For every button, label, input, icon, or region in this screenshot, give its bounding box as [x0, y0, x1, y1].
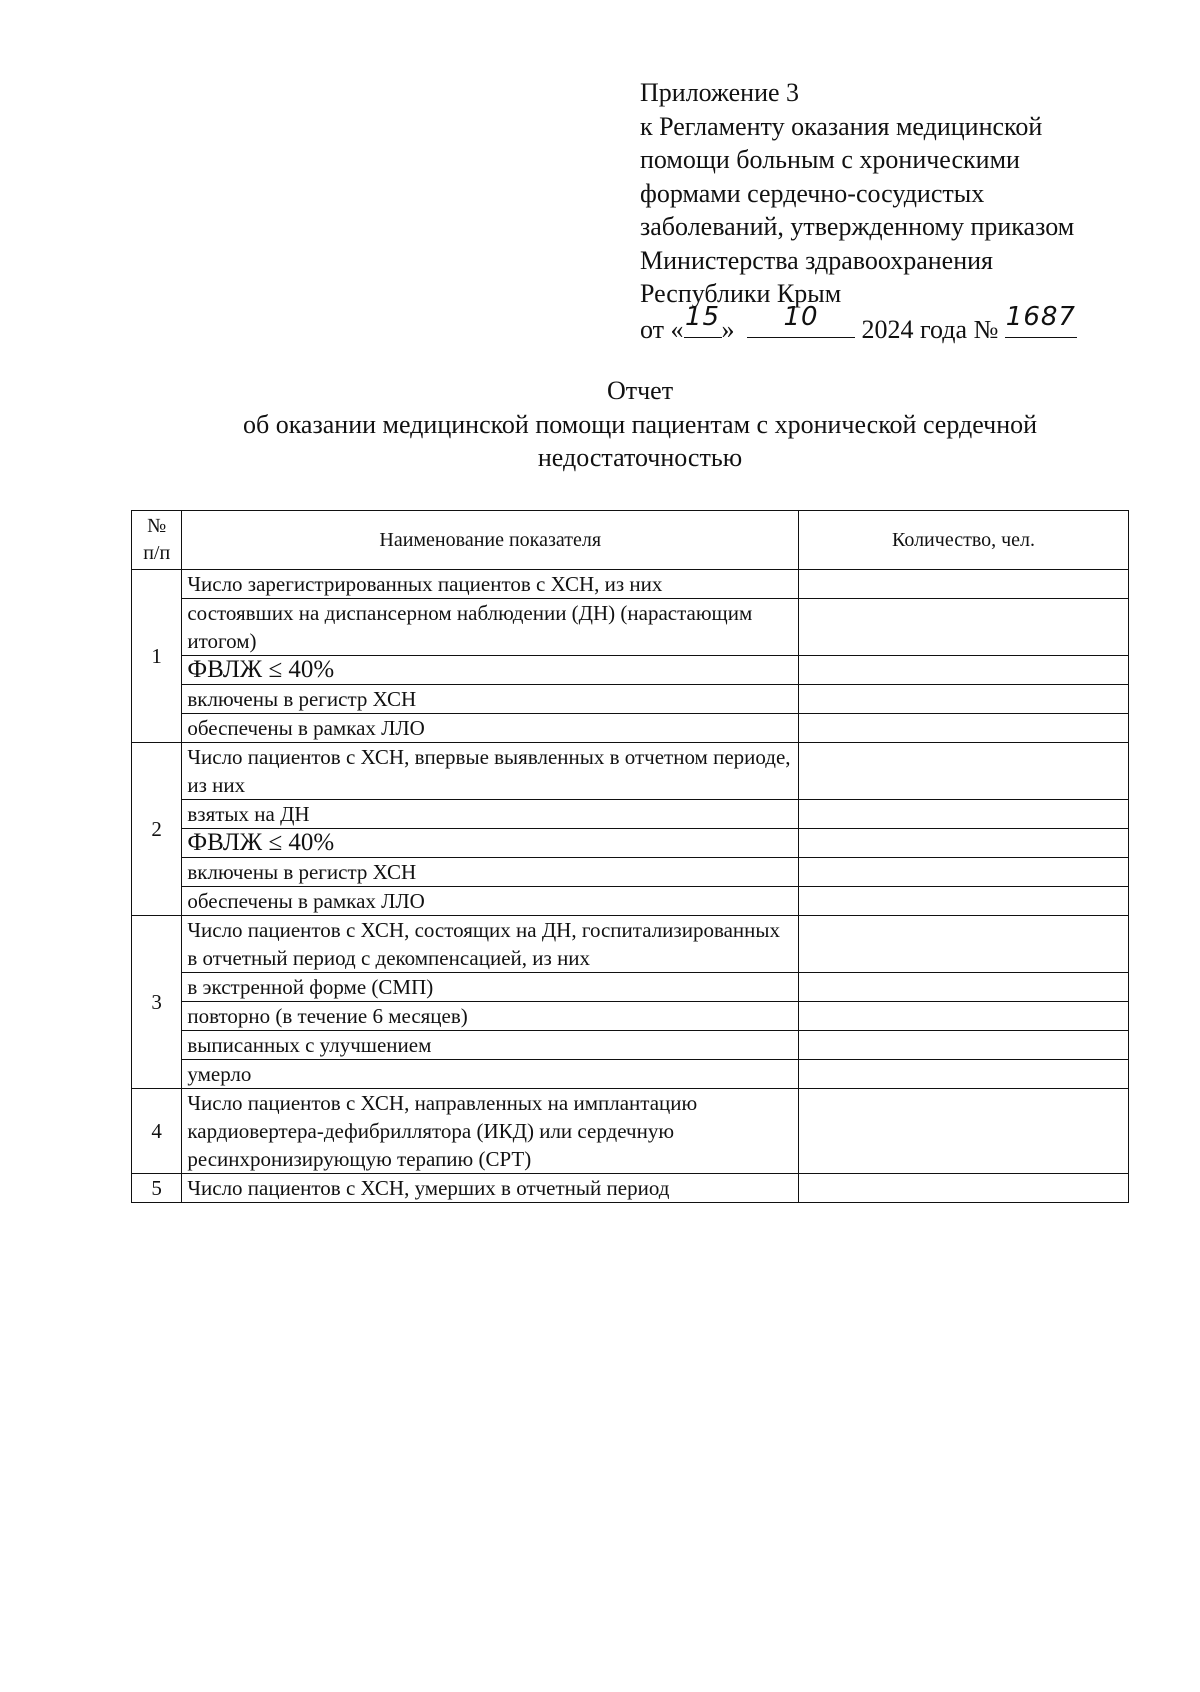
- header-num: № п/п: [132, 511, 182, 570]
- annex-date-line: [640, 301, 1160, 347]
- quantity-cell[interactable]: [799, 656, 1129, 685]
- report-table: [131, 510, 1129, 1203]
- annex-header: [640, 76, 1160, 346]
- annex-line: Приложение 3: [640, 78, 800, 107]
- table-header-row: [132, 511, 1129, 570]
- date-mid: »: [721, 314, 735, 344]
- quantity-cell[interactable]: [799, 973, 1129, 1002]
- quantity-cell[interactable]: [799, 916, 1129, 973]
- indicator-name: умерло: [182, 1060, 799, 1089]
- month-field: [747, 301, 855, 338]
- indicator-name: Число пациентов с ХСН, состоящих на ДН, госпитализированных в отчетный период с декомпенсацией, из них: [182, 916, 799, 973]
- day-field: [684, 301, 722, 338]
- row-number: 5: [132, 1174, 182, 1203]
- table-row: [132, 599, 1129, 656]
- year-text: 2024 года №: [861, 314, 999, 344]
- table-row: [132, 1031, 1129, 1060]
- header-name: Наименование показателя: [182, 511, 799, 570]
- table-row: [132, 1060, 1129, 1089]
- row-number: 3: [132, 916, 182, 1089]
- order-number-field: [1005, 301, 1077, 338]
- handwritten-month: 10: [783, 301, 819, 332]
- indicator-name: в экстренной форме (СМП): [182, 973, 799, 1002]
- annex-line: к Регламенту оказания медицинской: [640, 111, 1043, 141]
- quantity-cell[interactable]: [799, 887, 1129, 916]
- quantity-cell[interactable]: [799, 1060, 1129, 1089]
- row-number: 4: [132, 1089, 182, 1174]
- indicator-name: выписанных с улучшением: [182, 1031, 799, 1060]
- table-row: [132, 714, 1129, 743]
- indicator-name: включены в регистр ХСН: [182, 858, 799, 887]
- quantity-cell[interactable]: [799, 858, 1129, 887]
- table-row: [132, 743, 1129, 800]
- quantity-cell[interactable]: [799, 829, 1129, 858]
- report-title-block: [100, 374, 1180, 475]
- table-row: [132, 570, 1129, 599]
- quantity-cell[interactable]: [799, 1089, 1129, 1174]
- annex-line: Республики Крым: [640, 279, 842, 308]
- report-subtitle-line: об оказании медицинской помощи пациентам с хронической сердечной: [242, 409, 1038, 439]
- handwritten-day: 15: [684, 301, 721, 332]
- annex-line: заболеваний, утвержденному приказом: [640, 212, 1075, 241]
- table-row: [132, 916, 1129, 973]
- table-row: [132, 800, 1129, 829]
- report-subtitle-line: недостаточностью: [537, 443, 743, 472]
- indicator-name: обеспечены в рамках ЛЛО: [182, 887, 799, 916]
- quantity-cell[interactable]: [799, 599, 1129, 656]
- indicator-name: состоявших на диспансерном наблюдении (ДН) (нарастающим итогом): [182, 599, 799, 656]
- quantity-cell[interactable]: [799, 685, 1129, 714]
- indicator-name: ФВЛЖ ≤ 40%: [182, 829, 799, 858]
- indicator-name: включены в регистр ХСН: [182, 685, 799, 714]
- indicator-name: обеспечены в рамках ЛЛО: [182, 714, 799, 743]
- indicator-name: Число пациентов с ХСН, впервые выявленных в отчетном периоде, из них: [182, 743, 799, 800]
- table-row: [132, 858, 1129, 887]
- quantity-cell[interactable]: [799, 1174, 1129, 1203]
- table-row: [132, 685, 1129, 714]
- quantity-cell[interactable]: [799, 743, 1129, 800]
- indicator-name: Число пациентов с ХСН, умерших в отчетный период: [182, 1174, 799, 1203]
- quantity-cell[interactable]: [799, 570, 1129, 599]
- table-row: [132, 656, 1129, 685]
- row-number: 2: [132, 743, 182, 916]
- indicator-name: взятых на ДН: [182, 800, 799, 829]
- table-row: [132, 887, 1129, 916]
- table-row: [132, 1089, 1129, 1174]
- quantity-cell[interactable]: [799, 1002, 1129, 1031]
- handwritten-order-number: 1687: [1005, 301, 1076, 332]
- indicator-name: Число зарегистрированных пациентов с ХСН, из них: [182, 570, 799, 599]
- annex-line: Министерства здравоохранения: [640, 245, 993, 275]
- indicator-name: Число пациентов с ХСН, направленных на имплантацию кардиовертера-дефибриллятора (ИКД) или сердечную ресинхронизирующую терапию (СРТ): [182, 1089, 799, 1174]
- table-row: [132, 973, 1129, 1002]
- quantity-cell[interactable]: [799, 1031, 1129, 1060]
- quantity-cell[interactable]: [799, 714, 1129, 743]
- report-title: Отчет: [606, 376, 674, 405]
- indicator-name: повторно (в течение 6 месяцев): [182, 1002, 799, 1031]
- annex-line: формами сердечно-сосудистых: [640, 178, 985, 208]
- annex-line: помощи больным с хроническими: [640, 145, 1020, 174]
- table-row: [132, 1002, 1129, 1031]
- indicator-name: ФВЛЖ ≤ 40%: [182, 656, 799, 685]
- row-number: 1: [132, 570, 182, 743]
- table-row: [132, 829, 1129, 858]
- table-row: [132, 1174, 1129, 1203]
- date-prefix: от «: [640, 314, 684, 344]
- header-qty: Количество, чел.: [799, 511, 1129, 570]
- quantity-cell[interactable]: [799, 800, 1129, 829]
